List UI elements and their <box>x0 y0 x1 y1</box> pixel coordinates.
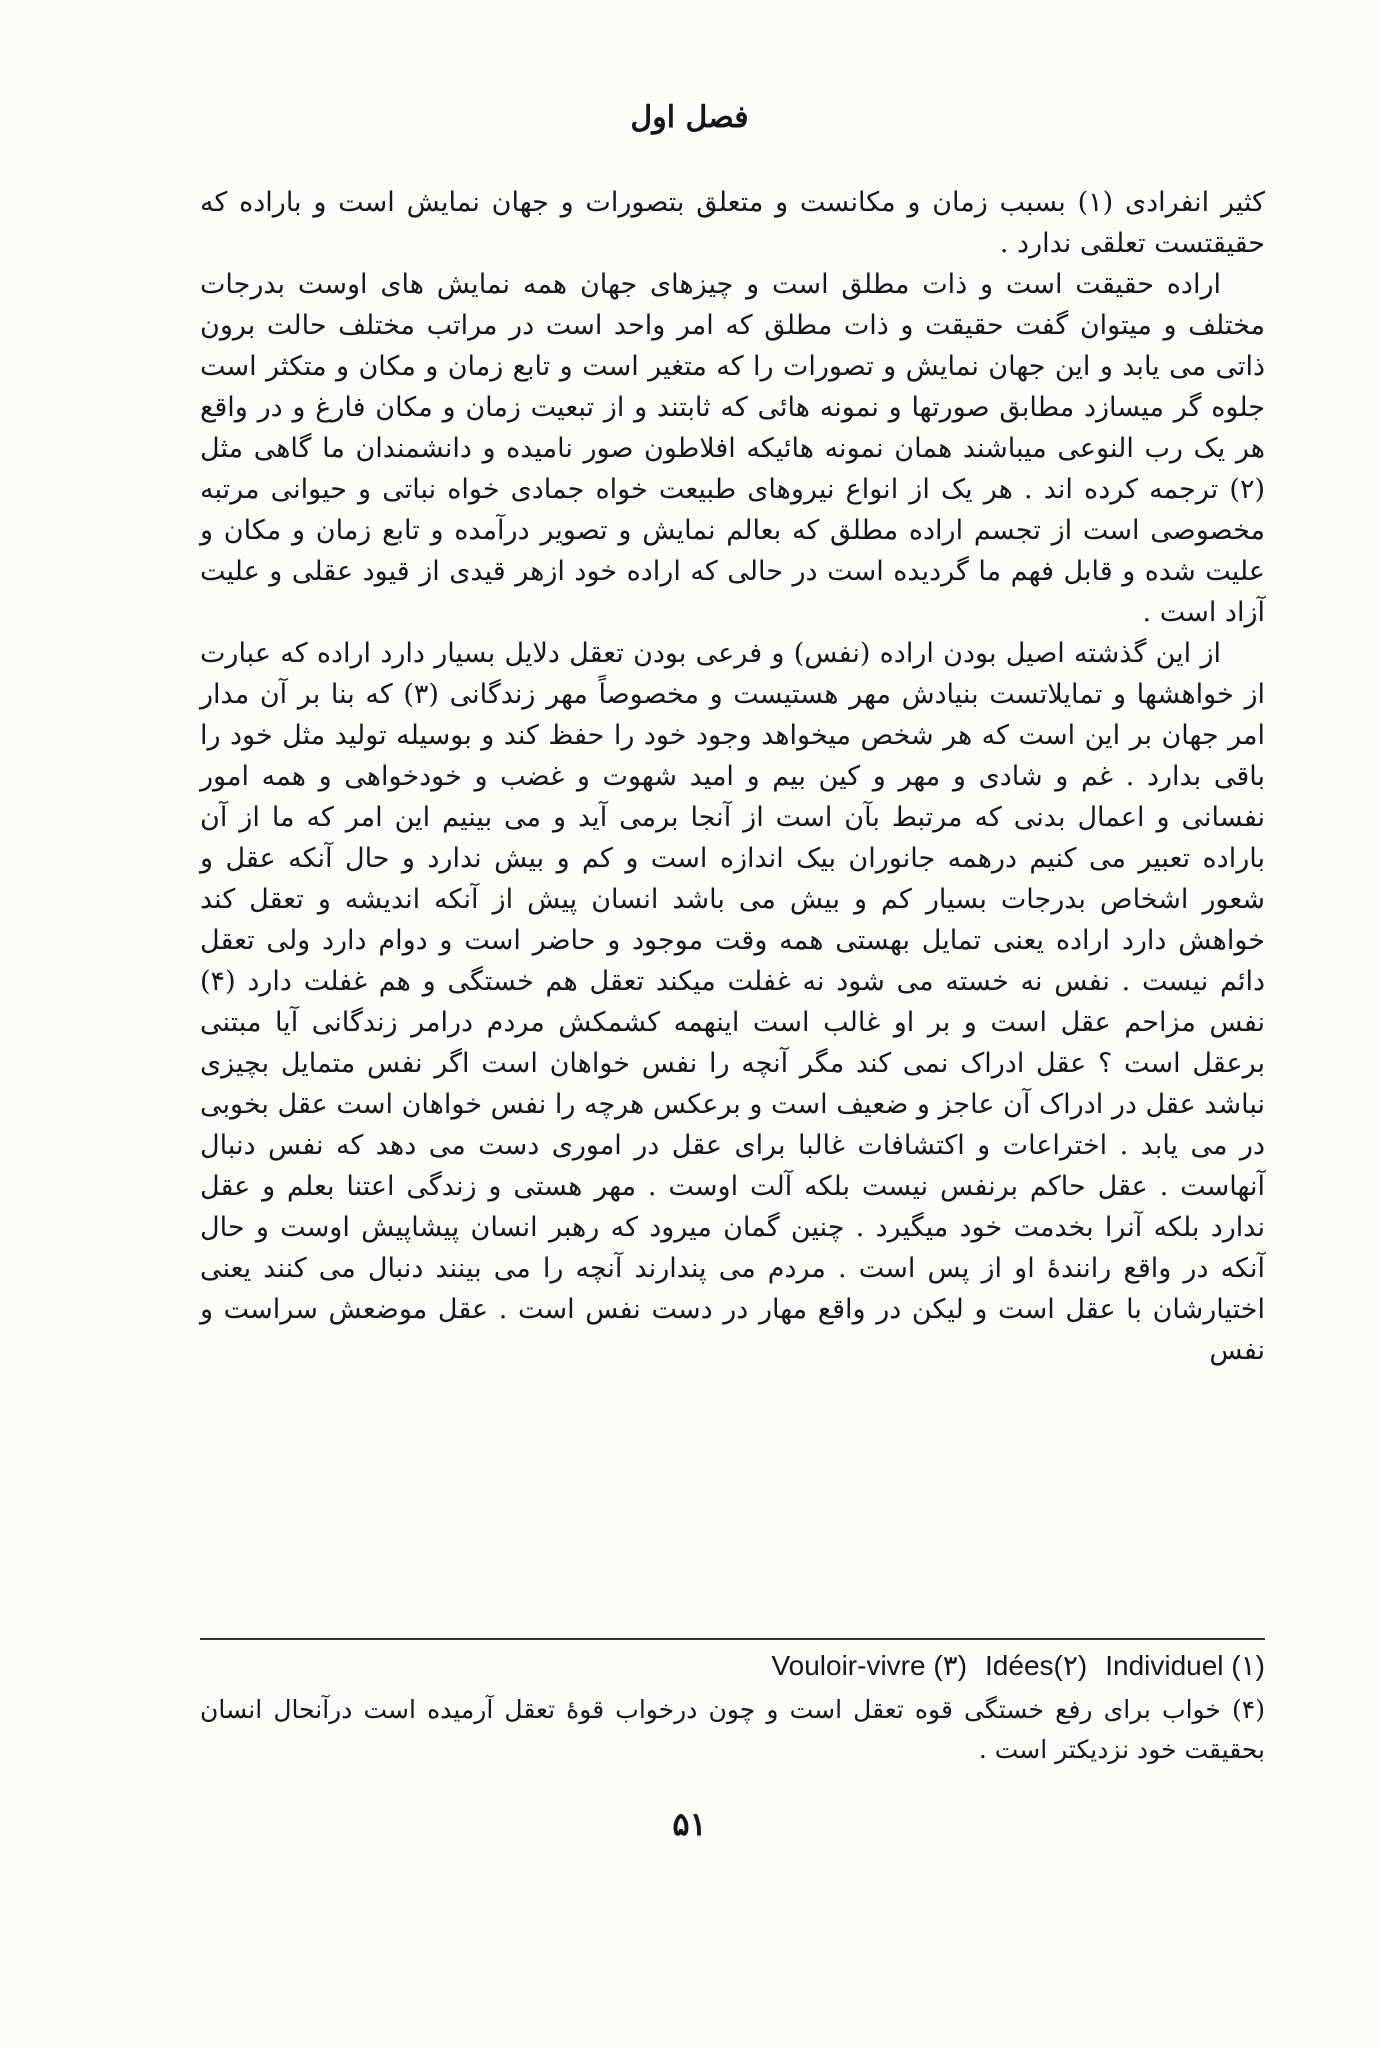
paragraph: اراده حقیقت است و ذات مطلق است و چیزهای جهان همه نمایش های اوست بدرجات مختلف و میتوان گفت حقیقت و ذات مطلق که امر واحد است در مراتب مختلف حالت برون ذاتی می یابد و این جهان نمایش و تصورات را که متغیر است و تابع زمان و مکان و متکثر است جلوه گر میسازد مطابق صورتها و نمونه هائی که ثابتند و از تبعیت زمان و مکان فارغ و در واقع هر یک رب النوعی میباشند همان نمونه هائیکه افلاطون صور نامیده و دانشمندان ما گاهی مثل (۲) ترجمه کرده اند . هر یک از انواع نیروهای طبیعت خواه جمادی خواه نباتی و حیوانی مرتبه مخصوصی است از تجسم اراده مطلق که بعالم نمایش و تصویر درآمده و تابع زمان و مکان و علیت شده و قابل فهم ما گردیده است در حالی که اراده خود ازهر قیدی از قیود عقلی و علیت آزاد است . <box>200 269 1265 628</box>
page-header: فصل اول <box>630 100 749 135</box>
body-text <box>200 182 1265 1371</box>
footnote-term: Individuel (۱) <box>1105 1650 1265 1681</box>
footnote-divider <box>200 1638 1265 1640</box>
paragraph: از این گذشته اصیل بودن اراده (نفس) و فرعی بودن تعقل دلایل بسیار دارد اراده که عبارت از خواهشها و تمایلاتست بنیادش مهر هستیست و مخصوصاً مهر زندگانی (۳) که بنا بر آن مدار امر جهان بر این است که هر شخص میخواهد وجود خود را حفظ کند و بوسیله تولید مثل خود را باقی بدارد . غم و شادی و مهر و کین بیم و امید شهوت و غضب و خودخواهی و همه امور نفسانی و اعمال بدنی که مرتبط بآن است از آنجا برمی آید و می بینیم این امر که ما از آن باراده تعبیر می کنیم درهمه جانوران بیک اندازه است و کم و بیش ندارد و حال آنکه عقل و شعور اشخاص بدرجات بسیار کم و بیش می باشد انسان پیش از آنکه اندیشه و تعقل کند خواهش دارد اراده یعنی تمایل بهستی همه وقت موجود و حاضر است و دوام دارد ولی تعقل دائم نیست . نفس نه خسته می شود نه غفلت میکند تعقل هم خستگی و هم غفلت دارد (۴) نفس مزاحم عقل است و بر او غالب است اینهمه کشمکش مردم درامر زندگانی آیا مبتنی برعقل است ؟ عقل ادراک نمی کند مگر آنچه را نفس خواهان است اگر نفس متمایل بچیزی نباشد عقل در ادراک آن عاجز و ضعیف است و برعکس هرچه را نفس خواهان است عقل بخوبی در می یابد . اختراعات و اکتشافات غالبا برای عقل در اموری دست می دهد که نفس دنبال آنهاست . عقل حاکم برنفس نیست بلکه آلت اوست . مهر هستی و زندگی اعتنا بعلم و عقل ندارد بلکه آنرا بخدمت خود میگیرد . چنین گمان میرود که رهبر انسان پیشاپیش اوست و حال آنکه در واقع رانندهٔ او از پس است . مردم می پندارند آنچه را می بینند دنبال می کنند یعنی اختیارشان با عقل است و لیکن در واقع مهار در دست نفس است . عقل موضعش سراست و نفس <box>200 638 1265 1366</box>
footnote-term: Vouloir-vivre (۳) <box>771 1650 968 1681</box>
footnote-latin-terms <box>630 1648 1265 1684</box>
paragraph: کثیر انفرادی (۱) بسبب زمان و مکانست و متعلق بتصورات و جهان نمایش است و باراده که حقیقتست تعلقی ندارد . <box>200 187 1265 259</box>
footnote-term: Idées(۲) <box>985 1650 1088 1681</box>
footnote-persian: (۴) خواب برای رفع خستگی قوه تعقل است و چون درخواب قوهٔ تعقل آرمیده است درآنحال انسان بحقیقت خود نزدیکتر است . <box>200 1695 1265 1764</box>
page-number: ۵۱ <box>672 1805 707 1843</box>
